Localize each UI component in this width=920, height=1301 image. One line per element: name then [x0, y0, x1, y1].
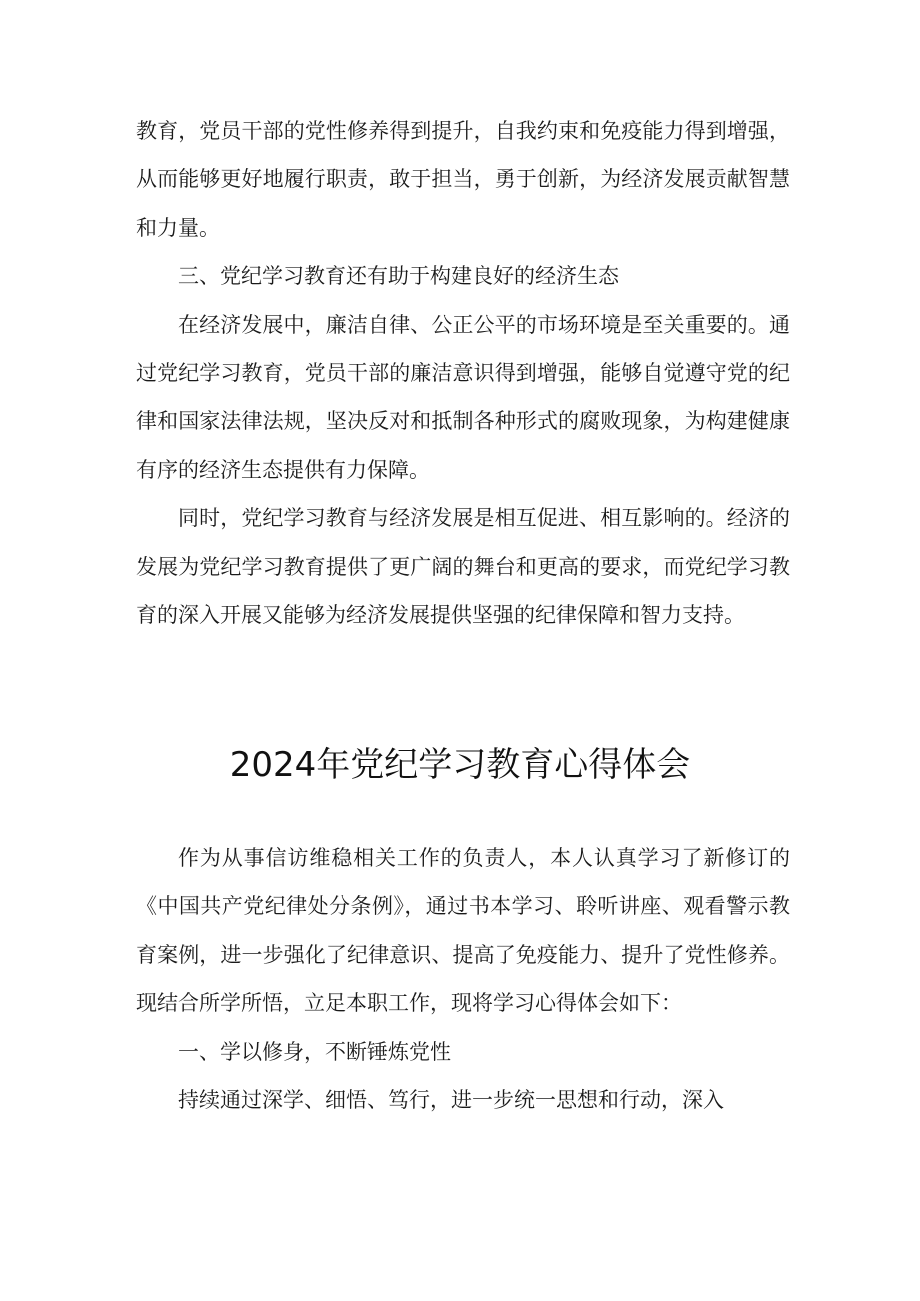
- bottom-text-section: [136, 834, 790, 1124]
- paragraph-study-practice: 持续通过深学、细悟、笃行，进一步统一思想和行动，深入: [178, 1088, 724, 1113]
- paragraph-continuation: 教育，党员干部的党性修养得到提升，自我约束和免疫能力得到增强，从而能够更好地履行职责，敢于担当，勇于创新，为经济发展贡献智慧和力量。: [136, 119, 790, 240]
- document-title: 2024年党纪学习教育心得体会: [229, 745, 691, 785]
- section-heading-one: 一、学以修身，不断锤炼党性: [178, 1039, 451, 1064]
- paragraph-mutual-promotion: 同时，党纪学习教育与经济发展是相互促进、相互影响的。经济的发展为党纪学习教育提供了更广阔的舞台和更高的要求，而党纪学习教育的深入开展又能够为经济发展提供坚强的纪律保障和智力支持。: [136, 506, 790, 628]
- paragraph-introduction: 作为从事信访维稳相关工作的负责人，本人认真学习了新修订的《中国共产党纪律处分条例》，通过书本学习、聆听讲座、观看警示教育案例，进一步强化了纪律意识、提高了免疫能力、提升了党性修养。现结合所学所悟，立足本职工作，现将学习心得体会如下：: [136, 846, 790, 1016]
- top-text-section: [136, 107, 790, 639]
- section-heading-three: 三、党纪学习教育还有助于构建良好的经济生态: [178, 264, 619, 289]
- paragraph-economic-environment: 在经济发展中，廉洁自律、公正公平的市场环境是至关重要的。通过党纪学习教育，党员干部的廉洁意识得到增强，能够自觉遵守党的纪律和国家法律法规，坚决反对和抵制各种形式的腐败现象，为构建健康有序的经济生态提供有力保障。: [136, 312, 790, 482]
